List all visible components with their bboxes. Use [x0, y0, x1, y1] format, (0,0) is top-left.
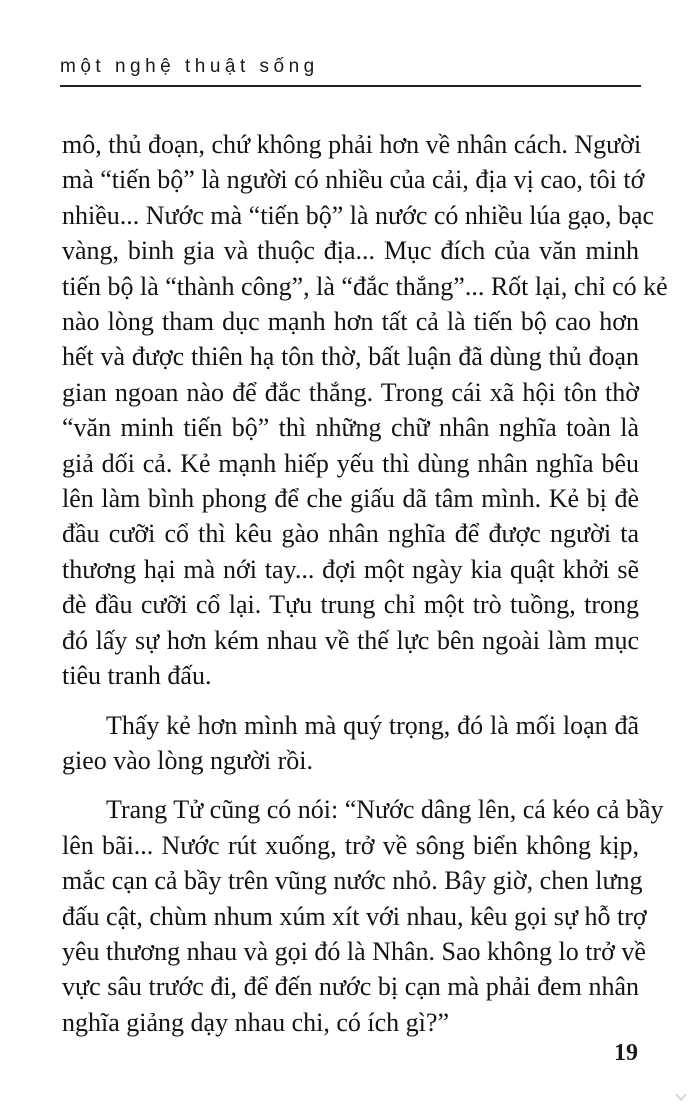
paragraph-spacer — [62, 778, 639, 792]
text-line: đấu cật, chùm nhum xúm xít với nhau, kêu gọi sự hỗ trợ — [62, 901, 647, 931]
text-line: hết và được thiên hạ tôn thờ, bất luận đã dùng thủ đoạn — [62, 342, 639, 372]
paragraph-3 — [62, 792, 664, 1040]
text-line: đầu cưỡi cổ thì kêu gào nhân nghĩa để được người ta — [62, 519, 639, 549]
text-line: mà “tiến bộ” là người có nhiều của cải, địa vị cao, tôi tớ — [62, 165, 645, 195]
text-line: lên làm bình phong để che giấu dã tâm mình. Kẻ bị đè — [62, 484, 639, 514]
text-line: gieo vào lòng người rồi. — [62, 745, 313, 775]
paragraph-1 — [62, 127, 668, 694]
text-line: “văn minh tiến bộ” thì những chữ nhân nghĩa toàn là — [62, 413, 639, 443]
text-line: tiến bộ là “thành công”, là “đắc thắng”... Rốt lại, chỉ có kẻ — [62, 271, 668, 301]
text-line: đó lấy sự hơn kém nhau về thế lực bên ngoài làm mục — [62, 625, 639, 655]
page-number: 19 — [614, 1040, 638, 1066]
text-line: nào lòng tham dục mạnh hơn tất cả là tiến bộ cao hơn — [62, 307, 639, 337]
text-line: tiêu tranh đấu. — [62, 661, 212, 691]
body-text — [62, 127, 668, 1040]
paragraph-spacer — [62, 694, 639, 708]
text-line: mô, thủ đoạn, chứ không phải hơn về nhân cách. Người — [62, 130, 642, 159]
text-line: lên bãi... Nước rút xuống, trở về sông biển không kịp, — [62, 830, 639, 860]
header-rule — [60, 85, 641, 87]
running-header: một nghệ thuật sống — [60, 56, 319, 77]
text-line: giả dối cả. Kẻ mạnh hiếp yếu thì dùng nhân nghĩa bêu — [62, 448, 639, 478]
text-line: yêu thương nhau và gọi đó là Nhân. Sao không lo trở về — [62, 936, 646, 966]
text-line: vàng, binh gia và thuộc địa... Mục đích của văn minh — [62, 236, 639, 266]
text-line: thương hại mà nới tay... đợi một ngày kia quật khởi sẽ — [62, 554, 639, 584]
text-line: Thấy kẻ hơn mình mà quý trọng, đó là mối loạn đã — [106, 710, 639, 740]
text-line: mắc cạn cả bầy trên vũng nước nhỏ. Bây giờ, chen lưng — [62, 866, 643, 896]
text-line: đè đầu cưỡi cổ lại. Tựu trung chỉ một trò tuồng, trong — [62, 590, 639, 620]
chevron-down-icon — [674, 1090, 688, 1104]
text-line: vực sâu trước đi, để đến nước bị cạn mà phải đem nhân — [62, 972, 639, 1002]
text-line: Trang Tử cũng có nói: “Nước dâng lên, cá kéo cả bầy — [106, 795, 664, 825]
text-line: nhiều... Nước mà “tiến bộ” là nước có nhiều lúa gạo, bạc — [62, 200, 655, 230]
paragraph-2 — [62, 708, 639, 779]
text-line: gian ngoan nào để đắc thắng. Trong cái xã hội tôn thờ — [62, 377, 639, 407]
text-line: nghĩa giảng dạy nhau chi, có ích gì?” — [62, 1007, 449, 1037]
